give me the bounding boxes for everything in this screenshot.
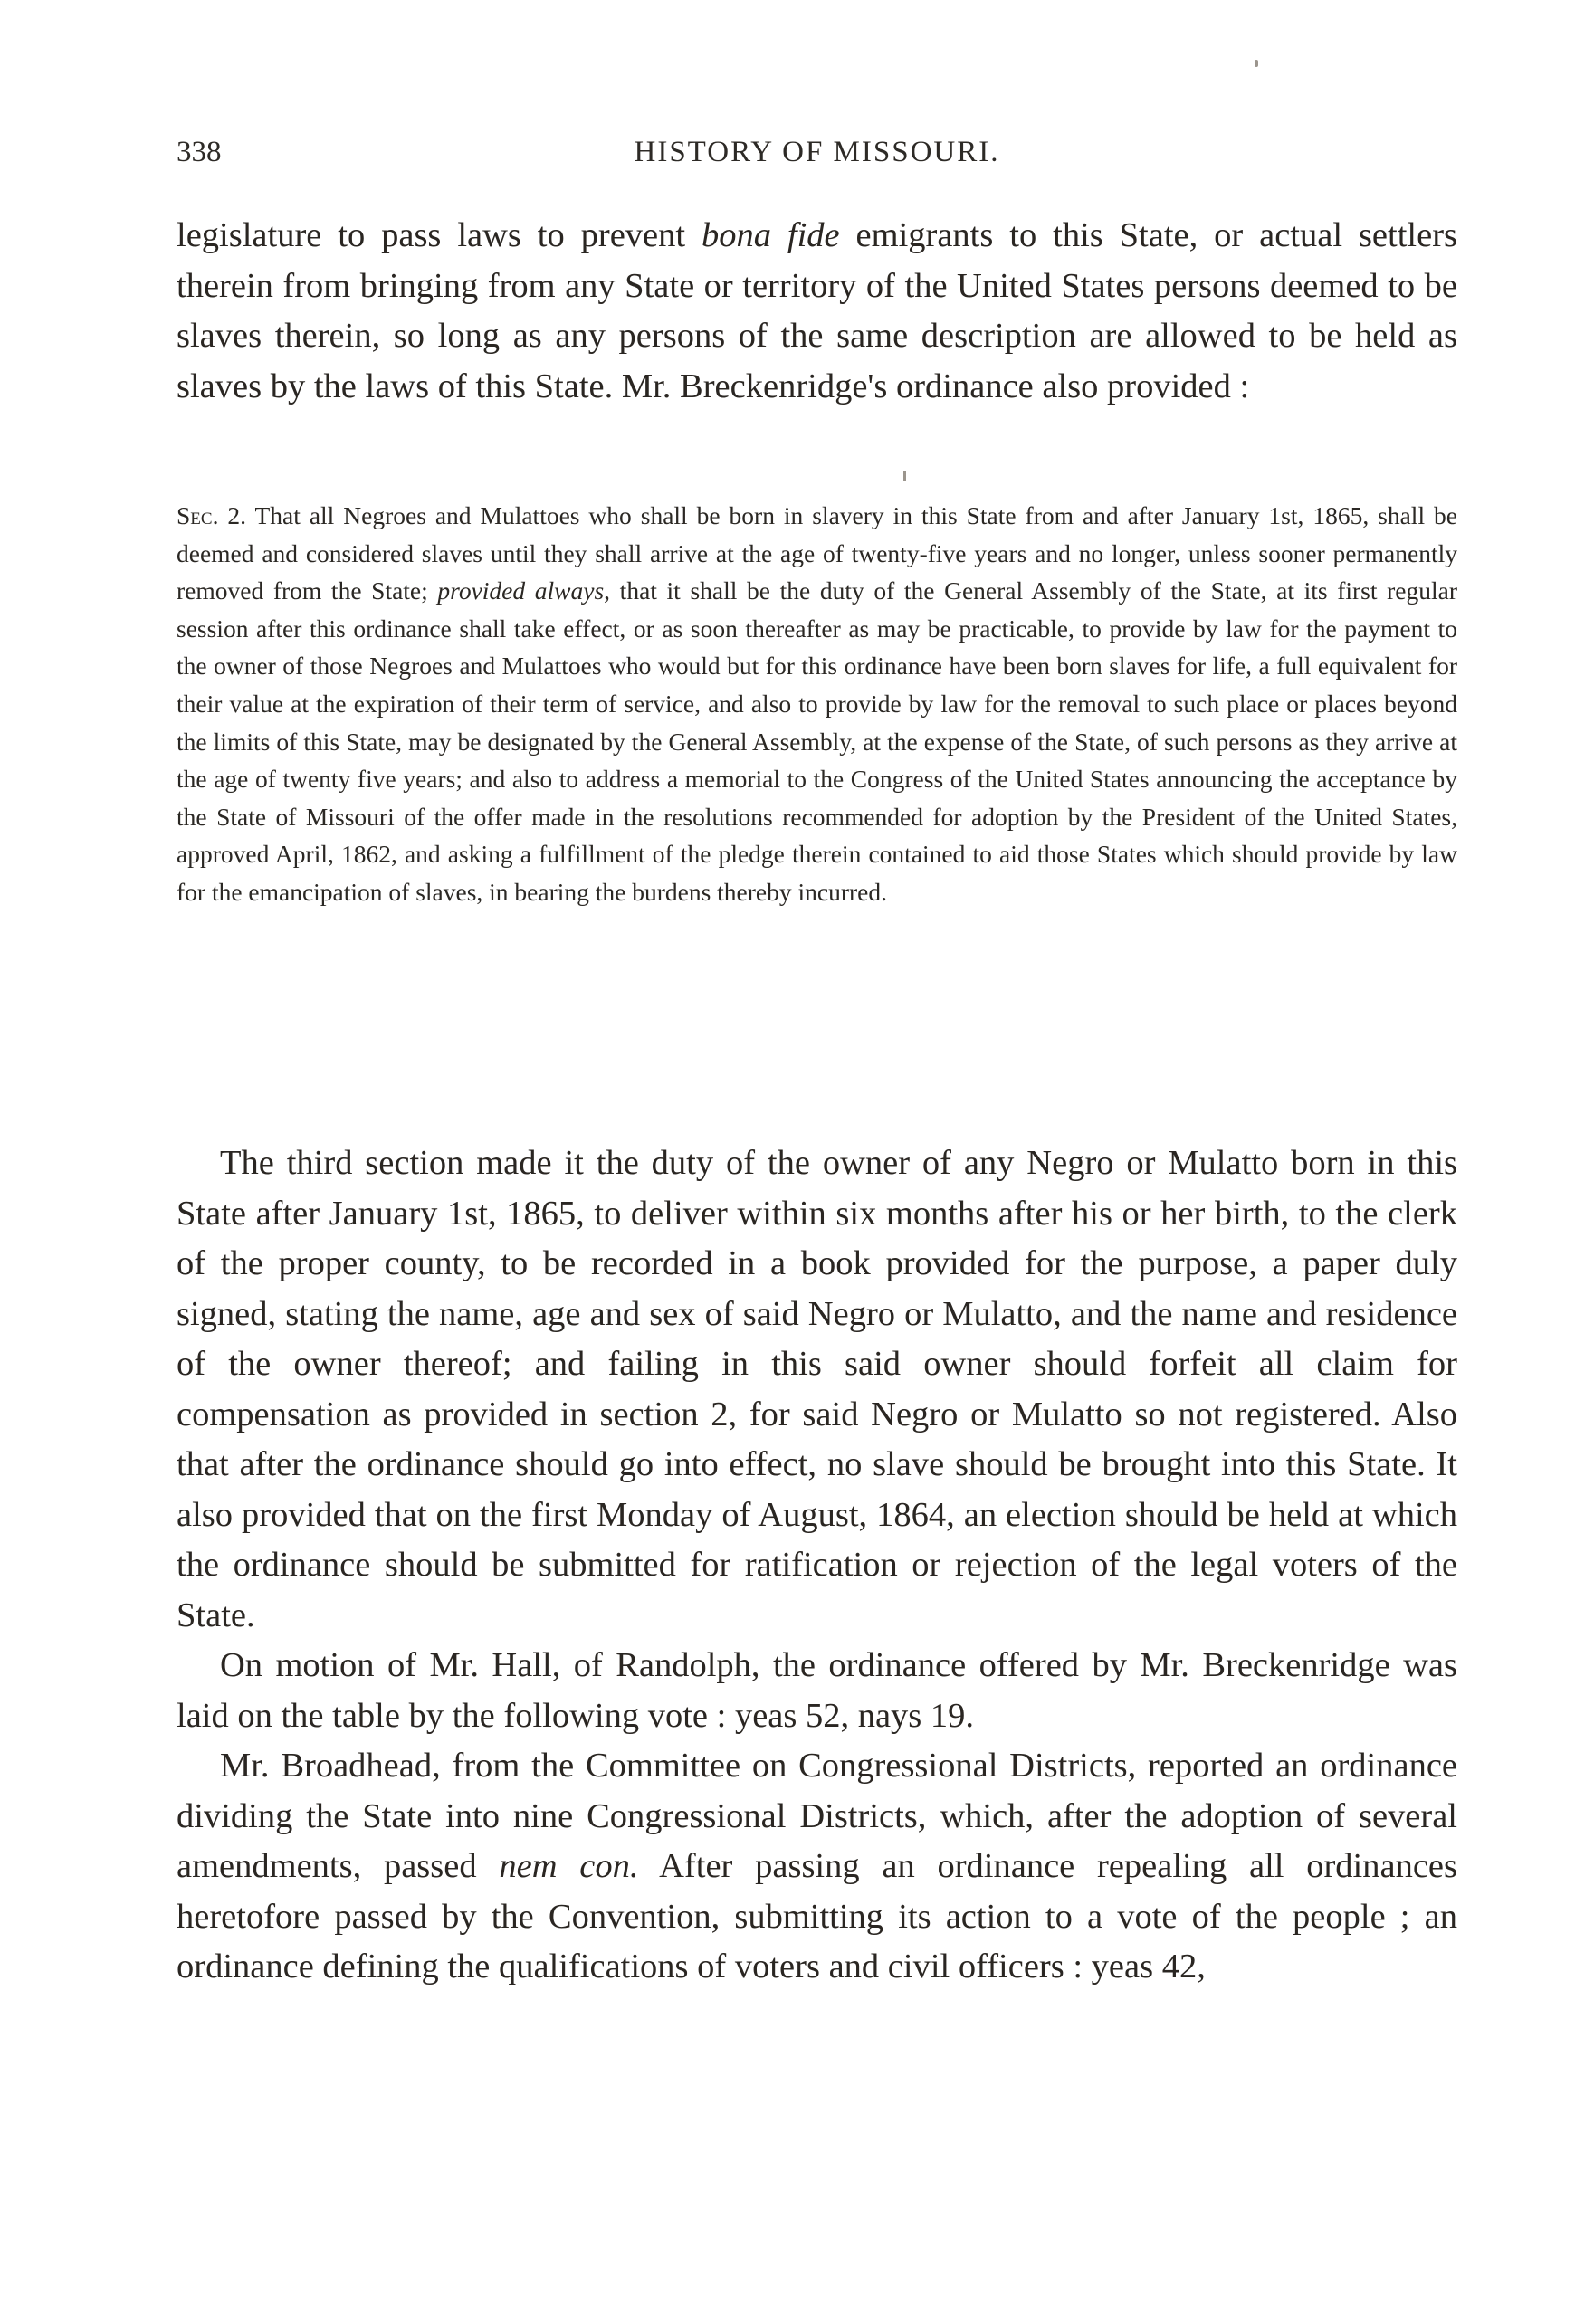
intro-paragraph <box>177 211 1457 412</box>
section-label: Sec. 2. <box>177 501 247 529</box>
body-text-part: After passing an ordinance repealing all ordinances heretofore passed by the Convention, submitting its action to a vote of the people ; an ordinance defining the qualifications of voters and civil officers : yeas 42, <box>177 1847 1458 1986</box>
ordinance-quotation <box>177 497 1457 911</box>
quotation-emphasis: provided always <box>437 576 605 605</box>
running-title: HISTORY OF MISSOURI. <box>634 136 1000 168</box>
body-emphasis: nem con. <box>499 1847 639 1885</box>
body-paragraph: On motion of Mr. Hall, of Randolph, the ordinance offered by Mr. Breckenridge was laid on the table by the following vote : yeas 52, nays 19. <box>177 1646 1457 1735</box>
quotation-text-part: That all Negroes and Mulattoes who shall be born in slavery in this State from and after January 1st, 1865, shall be deemed and considered slaves until they shall arrive at the age of twenty-five years and no longer, unless sooner permanently removed from the State; <box>177 501 1457 605</box>
intro-text-part: legislature to pass laws to prevent <box>177 216 702 254</box>
body-text <box>177 1138 1457 1993</box>
body-paragraph: The third section made it the duty of the owner of any Negro or Mulatto born in this State after January 1st, 1865, to deliver within six months after his or her birth, to the clerk of the proper county, to be recorded in a book provided for the purpose, a paper duly signed, stating the name, age and sex of said Negro or Mulatto, and the name and residence of the owner thereof; and failing in this said owner should forfeit all claim for compensation as provided in section 2, for said Negro or Mulatto so not registered. Also that after the ordinance should go into effect, no slave should be brought into this State. It also provided that on the first Monday of August, 1864, an election should be held at which the ordinance should be submitted for ratification or rejection of the legal voters of the State. <box>177 1144 1457 1634</box>
paper-speck <box>1255 60 1258 67</box>
intro-emphasis: bona fide <box>702 216 840 254</box>
page-header <box>177 136 1457 172</box>
paper-speck <box>903 471 906 481</box>
body-text-part: Mr. Broadhead, from the Committee on Congressional Districts, reported an ordinance dividing the State into nine Congressional Districts, which, after the adoption of several amendments, passed <box>177 1747 1457 1885</box>
body-paragraph <box>177 1741 1457 1993</box>
intro-text-part: emigrants to this State, or actual settlers therein from bringing from any State or territory of the United States persons deemed to be slaves therein, so long as any persons of the same description are allowed to be held as slaves by the laws of this State. Mr. Breckenridge's ordinance also provided : <box>177 216 1457 405</box>
quotation-text-part: , that it shall be the duty of the General Assembly of the State, at its first regular session after this ordinance shall take effect, or as soon thereafter as may be practicable, to provide by law for the payment to the owner of those Negroes and Mulattoes who would but for this ordinance have been born slaves for life, a full equivalent for their value at the expiration of their term of service, and also to provide by law for the removal to such place or places beyond the limits of this State, may be designated by the General Assembly, at the expense of the State, of such persons as they arrive at the age of twenty five years; and also to address a memorial to the Congress of the United States announcing the acceptance by the State of Missouri of the offer made in the resolutions recommended for adoption by the President of the United States, approved April, 1862, and asking a fulfillment of the pledge therein contained to aid those States which should provide by law for the emancipation of slaves, in bearing the burdens thereby incurred. <box>177 576 1458 906</box>
page-number: 338 <box>177 136 222 168</box>
quotation-text <box>177 497 1457 911</box>
intro-text <box>177 211 1457 412</box>
